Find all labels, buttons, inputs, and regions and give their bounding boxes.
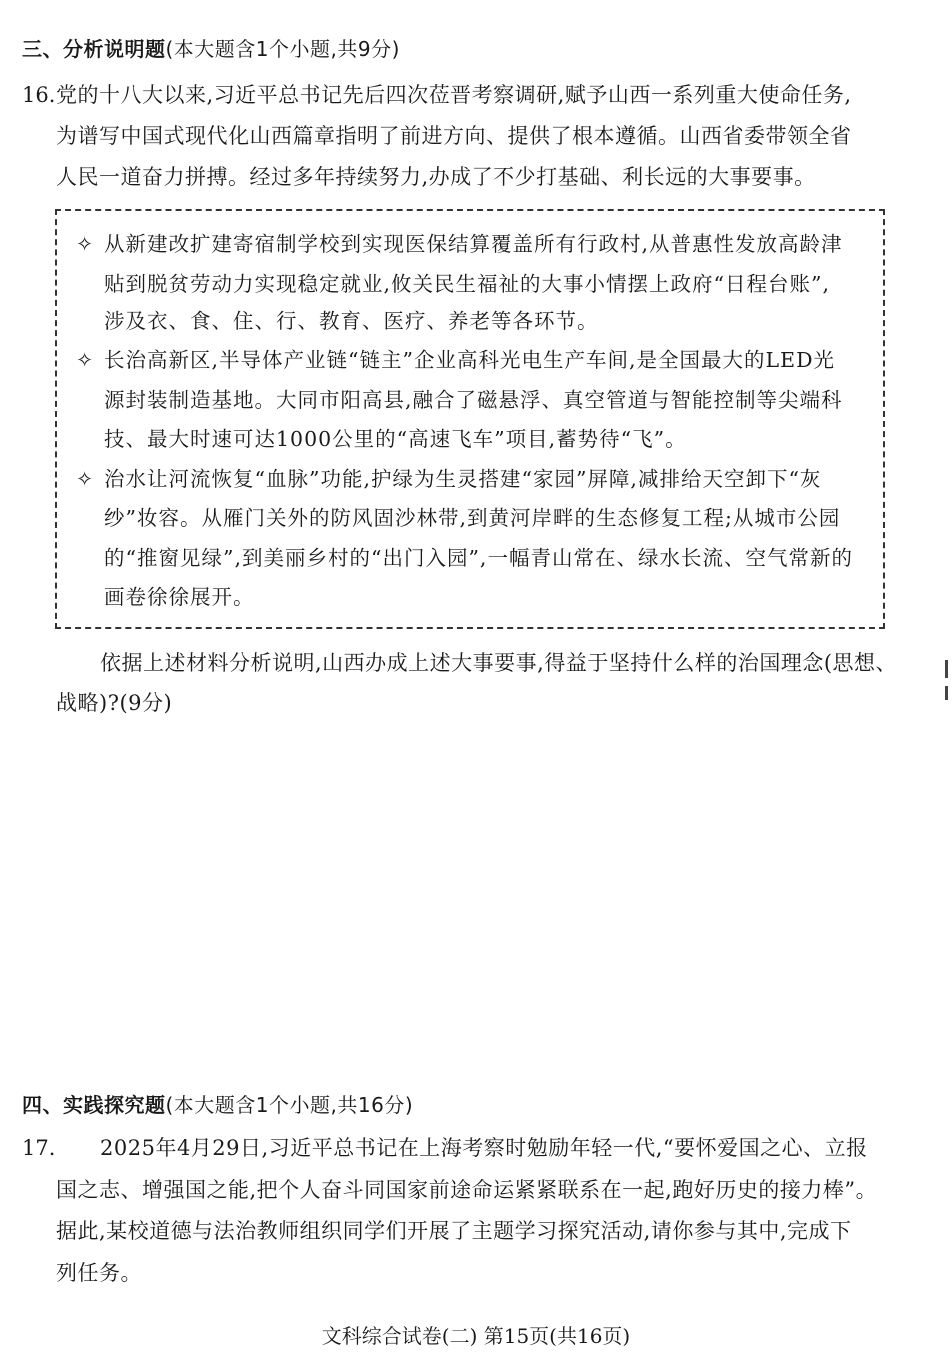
question-17-line: 据此,某校道德与法治教师组织同学们开展了主题学习探究活动,请你参与其中,完成下 bbox=[56, 1219, 852, 1243]
material-2-line: 源封装制造基地。大同市阳高县,融合了磁悬浮、真空管道与智能控制等尖端科 bbox=[104, 388, 843, 412]
bullet-icon: ✧ bbox=[76, 467, 95, 491]
section-3-heading bbox=[22, 34, 400, 64]
question-16-intro-line: 党的十八大以来,习近平总书记先后四次莅晋考察调研,赋予山西一系列重大使命任务, bbox=[56, 83, 852, 107]
material-3-line: 治水让河流恢复“血脉”功能,护绿为生灵搭建“家园”屏障,减排给天空卸下“灰 bbox=[104, 467, 822, 491]
section-4-title: 四、实践探究题 bbox=[22, 1093, 166, 1117]
bullet-icon: ✧ bbox=[76, 348, 95, 372]
question-17-line: 列任务。 bbox=[56, 1261, 142, 1285]
question-16-intro-line: 人民一道奋力拼搏。经过多年持续努力,办成了不少打基础、利长远的大事要事。 bbox=[56, 165, 816, 189]
question-16-number: 16. bbox=[22, 83, 56, 107]
material-1-line: 贴到脱贫劳动力实现稳定就业,攸关民生福祉的大事小情摆上政府“日程台账”, bbox=[104, 272, 830, 296]
section-4-heading bbox=[22, 1090, 413, 1120]
question-16-prompt-line: 战略)?(9分) bbox=[56, 691, 173, 715]
material-3-line: 画卷徐徐展开。 bbox=[104, 585, 255, 609]
question-17-line: 2025年4月29日,习近平总书记在上海考察时勉励年轻一代,“要怀爱国之心、立报 bbox=[100, 1136, 868, 1160]
material-1-line: 从新建改扩建寄宿制学校到实现医保结算覆盖所有行政村,从普惠性发放高龄津 bbox=[104, 232, 843, 256]
question-17-number: 17. bbox=[22, 1136, 56, 1160]
page-footer: 文科综合试卷(二) 第15页(共16页) bbox=[321, 1324, 631, 1348]
material-2-line: 长治高新区,半导体产业链“链主”企业高科光电生产车间,是全国最大的LED光 bbox=[104, 348, 836, 372]
question-16-intro-line: 为谱写中国式现代化山西篇章指明了前进方向、提供了根本遵循。山西省委带领全省 bbox=[56, 124, 852, 148]
scan-edge-mark bbox=[945, 660, 948, 678]
material-1-line: 涉及衣、食、住、行、教育、医疗、养老等各环节。 bbox=[104, 309, 599, 333]
section-3-title: 三、分析说明题 bbox=[22, 37, 166, 61]
bullet-icon: ✧ bbox=[76, 232, 95, 256]
question-16-prompt-line: 依据上述材料分析说明,山西办成上述大事要事,得益于坚持什么样的治国理念(思想、 bbox=[100, 651, 898, 675]
question-17-line: 国之志、增强国之能,把个人奋斗同国家前途命运紧紧联系在一起,跑好历史的接力棒”。 bbox=[56, 1178, 878, 1202]
section-4-note: (本大题含1个小题,共16分) bbox=[165, 1093, 414, 1117]
section-3-note: (本大题含1个小题,共9分) bbox=[165, 37, 400, 61]
scan-edge-mark bbox=[945, 686, 948, 700]
material-2-line: 技、最大时速可达1000公里的“高速飞车”项目,蓄势待“飞”。 bbox=[104, 427, 687, 451]
material-3-line: 纱”妆容。从雁门关外的防风固沙林带,到黄河岸畔的生态修复工程;从城市公园 bbox=[104, 506, 841, 530]
material-3-line: 的“推窗见绿”,到美丽乡村的“出门入园”,一幅青山常在、绿水长流、空气常新的 bbox=[104, 546, 853, 570]
